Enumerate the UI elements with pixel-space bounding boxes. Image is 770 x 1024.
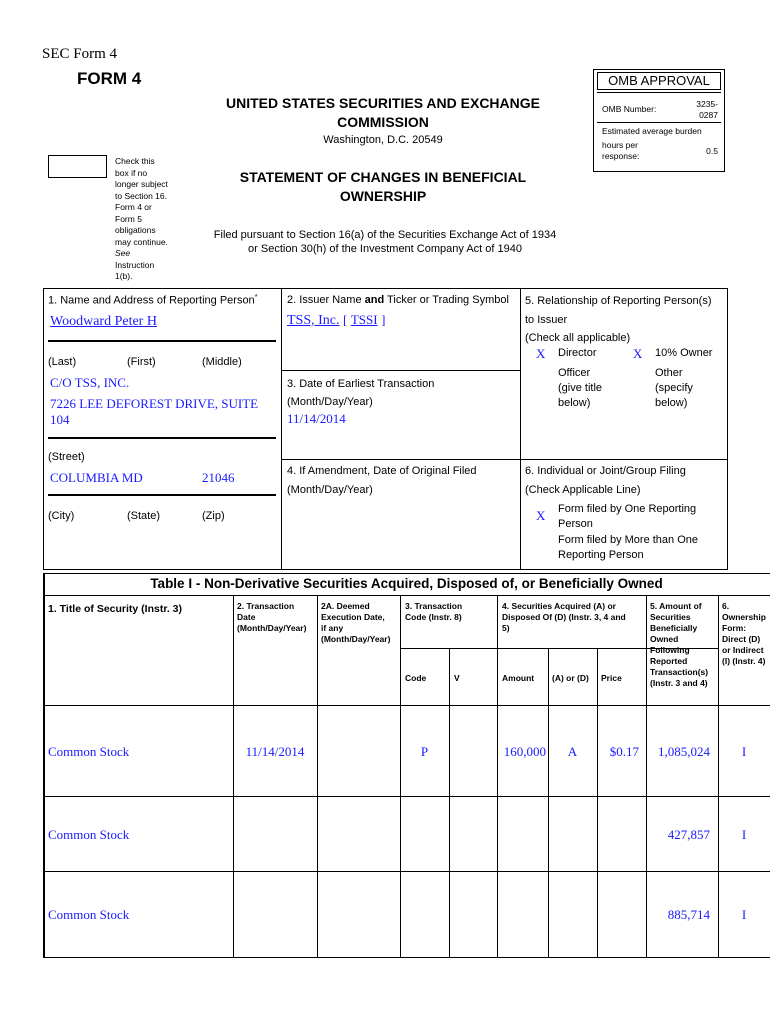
subcol-code: Code bbox=[405, 673, 427, 683]
state-label: (State) bbox=[127, 510, 161, 522]
omb-burden-label: Estimated average burden bbox=[602, 126, 702, 136]
row1-code: P bbox=[420, 744, 429, 759]
address-line2: 7226 LEE DEFOREST DRIVE, SUITE bbox=[50, 396, 259, 411]
omb-number-label: OMB Number: bbox=[602, 104, 657, 114]
col-transaction-code: 3. Transaction Code (Instr. 8) bbox=[405, 601, 463, 622]
box4-label: 4. If Amendment, Date of Original Filed bbox=[287, 465, 477, 477]
middle-label: (Middle) bbox=[202, 356, 242, 368]
subcol-price: Price bbox=[601, 673, 622, 683]
row1-date: 11/14/2014 bbox=[245, 744, 305, 759]
subcol-v: V bbox=[454, 673, 460, 683]
street-label: (Street) bbox=[48, 451, 85, 463]
col-amount-owned: 5. Amount of Securities Beneficially Owned Following Reported Transaction(s) (Instr. 3 and 4) bbox=[650, 601, 709, 688]
col-deemed-execution-date: 2A. Deemed Execution Date, if any (Month/Day/Year) bbox=[321, 601, 391, 644]
row2-form: I bbox=[741, 827, 747, 842]
row1-price: $0.17 bbox=[609, 744, 639, 759]
sec-form-label: SEC Form 4 bbox=[42, 46, 118, 62]
issuer-name-link[interactable]: TSS, Inc. bbox=[287, 313, 340, 328]
box2-label: 2. Issuer Name and Ticker or Trading Symbol bbox=[287, 294, 509, 306]
subcol-a-or-d: (A) or (D) bbox=[552, 673, 589, 683]
zip-label: (Zip) bbox=[202, 510, 225, 522]
city-label: (City) bbox=[48, 510, 75, 522]
row1-form: I bbox=[741, 744, 747, 759]
agency-title: UNITED STATES SECURITIES AND EXCHANGE COMMISSION bbox=[226, 95, 540, 130]
box3-sub: (Month/Day/Year) bbox=[287, 396, 373, 408]
address-line3: 104 bbox=[50, 412, 70, 427]
box5-label: 5. Relationship of Reporting Person(s) to Issuer (Check all applicable) bbox=[525, 295, 712, 344]
row2-title: Common Stock bbox=[48, 827, 130, 842]
box3-label: 3. Date of Earliest Transaction bbox=[287, 378, 435, 390]
omb-hours-label: hours per response: bbox=[602, 140, 640, 161]
director-label: Director bbox=[558, 347, 597, 359]
col-title-of-security: 1. Title of Security (Instr. 3) bbox=[48, 603, 183, 615]
one-reporting-person-label: Form filed by One Reporting Person bbox=[558, 503, 697, 530]
ten-percent-owner-mark[interactable]: X bbox=[633, 346, 643, 361]
col-ownership-form: 6. Ownership Form: Direct (D) or Indirect (I) (Instr. 4) bbox=[722, 601, 766, 666]
ten-percent-owner-label: 10% Owner bbox=[655, 347, 713, 359]
earliest-transaction-date: 11/14/2014 bbox=[287, 411, 346, 426]
one-reporting-person-mark[interactable]: X bbox=[536, 508, 546, 523]
subcol-amount: Amount bbox=[502, 673, 535, 683]
table1-title: Table I - Non-Derivative Securities Acquired, Disposed of, or Beneficially Owned bbox=[150, 576, 663, 591]
row1-owned: 1,085,024 bbox=[658, 744, 710, 759]
col-transaction-date: 2. Transaction Date (Month/Day/Year) bbox=[237, 601, 307, 633]
box4-sub: (Month/Day/Year) bbox=[287, 484, 373, 496]
box6-sub: (Check Applicable Line) bbox=[525, 484, 641, 496]
row1-amount: 160,000 bbox=[503, 744, 546, 759]
check-box-instructions: Check this box if no longer subject to Section 16. Form 4 or Form 5 obligations may continue. See Instruction 1(b). bbox=[115, 156, 168, 281]
row3-form: I bbox=[741, 907, 747, 922]
col-securities-acquired: 4. Securities Acquired (A) or Disposed Of (D) (Instr. 3, 4 and 5) bbox=[502, 601, 626, 633]
city-state-value: COLUMBIA MD bbox=[50, 470, 143, 485]
address-line1: C/O TSS, INC. bbox=[50, 375, 130, 390]
ticker-link[interactable]: TSSI bbox=[350, 312, 378, 327]
last-label: (Last) bbox=[48, 356, 77, 368]
more-reporting-person-label: Form filed by More than One Reporting Person bbox=[558, 534, 699, 561]
zip-value: 21046 bbox=[202, 470, 235, 485]
issuer-ticker: TSS, Inc. [ TSSI ] bbox=[287, 312, 386, 328]
statement-title: STATEMENT OF CHANGES IN BENEFICIAL OWNERSHIP bbox=[239, 169, 527, 204]
row1-a-or-d: A bbox=[567, 744, 578, 759]
row1-title: Common Stock bbox=[48, 744, 130, 759]
director-mark[interactable]: X bbox=[536, 346, 546, 361]
omb-number-value: 3235- 0287 bbox=[696, 99, 718, 120]
row2-owned: 427,857 bbox=[667, 827, 710, 842]
omb-approval-box bbox=[593, 69, 725, 172]
box1-label: 1. Name and Address of Reporting Person* bbox=[48, 294, 258, 307]
filed-pursuant: Filed pursuant to Section 16(a) of the Securities Exchange Act of 1934 or Section 30(h) of the Investment Company Act of 1940 bbox=[213, 229, 557, 255]
omb-hours-value: 0.5 bbox=[706, 146, 718, 156]
row3-title: Common Stock bbox=[48, 907, 130, 922]
other-label: Other (specify below) bbox=[655, 367, 693, 409]
row3-owned: 885,714 bbox=[667, 907, 710, 922]
agency-location: Washington, D.C. 20549 bbox=[323, 134, 443, 146]
reporting-person-name[interactable]: Woodward Peter H bbox=[50, 314, 157, 329]
officer-label: Officer (give title below) bbox=[558, 367, 603, 409]
section16-checkbox[interactable] bbox=[48, 155, 107, 178]
omb-title: OMB APPROVAL bbox=[597, 72, 721, 90]
first-label: (First) bbox=[127, 356, 156, 368]
form-title: FORM 4 bbox=[77, 69, 142, 88]
box6-label: 6. Individual or Joint/Group Filing bbox=[525, 465, 686, 477]
